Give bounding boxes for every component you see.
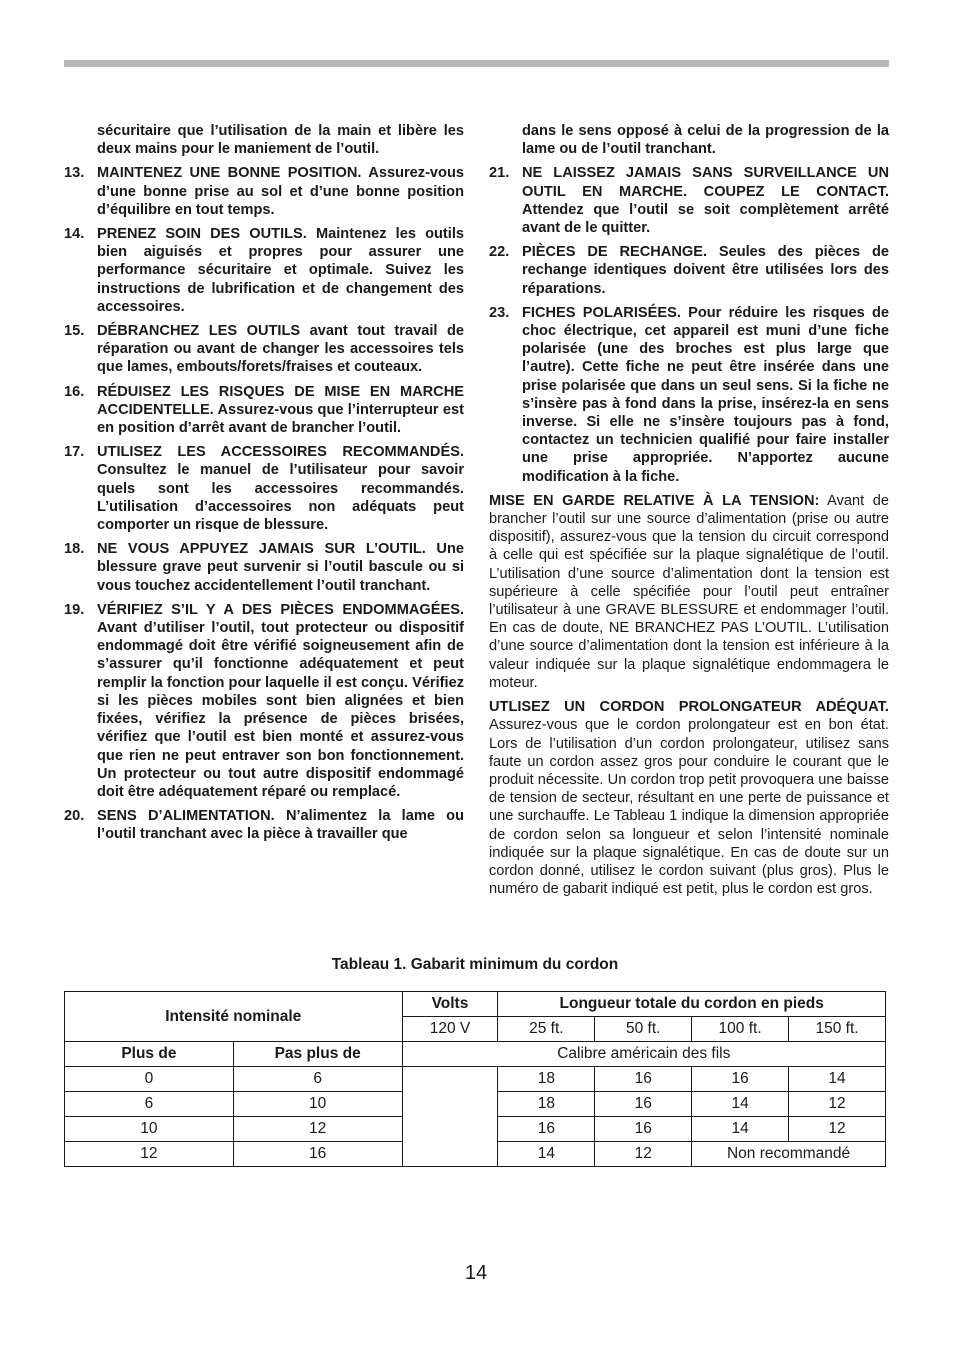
cell-gauge: 18	[498, 1067, 595, 1092]
cell-gauge: 16	[692, 1067, 789, 1092]
list-item	[489, 304, 889, 486]
item-text: MAINTENEZ UNE BONNE POSITION. Assurez-vous d’une bonne prise au sol et d’une bonne position d’équilibre en tout temps.	[97, 165, 464, 218]
table-row	[65, 1067, 886, 1092]
cell-to: 16	[233, 1142, 402, 1167]
cell-from: 12	[65, 1142, 234, 1167]
right-column	[489, 122, 889, 904]
cell-gauge: 14	[692, 1092, 789, 1117]
item-text: RÉDUISEZ LES RISQUES DE MISE EN MARCHE ACCIDENTELLE. Assurez-vous que l’interrupteur est en position d’arrêt avant de brancher l’outil.	[97, 383, 464, 437]
item-text: NE LAISSEZ JAMAIS SANS SURVEILLANCE UN OUTIL EN MARCHE. COUPEZ LE CONTACT. Attendez que l’outil se soit complètement arrêté avant de le quitter.	[522, 165, 889, 237]
length-100: 100 ft.	[692, 1017, 789, 1042]
cord-gauge-table	[64, 991, 886, 1167]
list-item	[64, 807, 464, 843]
cell-gauge: 16	[595, 1092, 692, 1117]
list-item	[64, 443, 464, 534]
cell-gauge: 14	[789, 1067, 886, 1092]
cell-gauge: 16	[595, 1067, 692, 1092]
item-text: FICHES POLARISÉES. Pour réduire les risques de choc électrique, cet appareil est muni d’une fiche polarisée (une des broches est plus large que l’autre). Cette fiche ne peut être insérée dans une prise polarisée que dans un seul sens. Si la fiche ne s’insère pas à fond dans la prise, insérez-la en sens inverse. Si elle ne s’insère toujours pas à fond, contactez un technicien qualifié pour faire installer une prise appropriée. N’apportez aucune modification à la fiche.	[522, 304, 889, 485]
list-item	[64, 225, 464, 316]
cell-gauge: 16	[498, 1117, 595, 1142]
list-item	[64, 164, 464, 219]
cell-gauge: 12	[789, 1117, 886, 1142]
item-number: 22.	[489, 244, 510, 261]
voltage-warning-heading: MISE EN GARDE RELATIVE À LA TENSION:	[489, 492, 820, 509]
cell-from: 0	[65, 1067, 234, 1092]
extension-cord-paragraph	[489, 698, 889, 898]
header-length: Longueur totale du cordon en pieds	[498, 992, 886, 1017]
cell-to: 12	[233, 1117, 402, 1142]
cell-gauge: 16	[595, 1117, 692, 1142]
cell-from: 6	[65, 1092, 234, 1117]
item-text: NE VOUS APPUYEZ JAMAIS SUR L’OUTIL. Une blessure grave peut survenir si l’outil bascule ou si vous touchez accidentellement l’outil tranchant.	[97, 541, 464, 594]
cell-to: 10	[233, 1092, 402, 1117]
length-150: 150 ft.	[789, 1017, 886, 1042]
list-item	[489, 164, 889, 237]
cell-to: 6	[233, 1067, 402, 1092]
item-number: 20.	[64, 808, 85, 825]
list-item	[64, 322, 464, 377]
item-text: SENS D’ALIMENTATION. N’alimentez la lame ou l’outil tranchant avec la pièce à travailler que	[97, 808, 464, 843]
cell-gauge: 12	[595, 1142, 692, 1167]
cell-gauge: 14	[498, 1142, 595, 1167]
item-number: 19.	[64, 601, 85, 618]
header-rating: Intensité nominale	[65, 992, 403, 1042]
cell-from: 10	[65, 1117, 234, 1142]
item-number: 16.	[64, 383, 85, 400]
voltage-warning-body: Avant de brancher l’outil sur une source d’alimentation (prise ou autre dispositif), assurez-vous que la tension du circuit correspond à celle qui est spécifiée sur la plaque signalétique de l’outil. L’utilisation d’une source d’alimentation dont la tension est supérieure à celle spécifiée pour l’outil peut entraîner l’utilisateur à une GRAVE BLESSURE et endommager l’outil. En cas de doute, NE BRANCHEZ PAS L’OUTIL. L’utilisation d’une source d’alimentation dont la tension est inférieure à la valeur indiquée sur la plaque signalétique endommagera le moteur.	[489, 492, 889, 691]
header-more-than: Plus de	[65, 1042, 234, 1067]
item-number: 15.	[64, 323, 85, 340]
voltage-warning-paragraph	[489, 492, 889, 692]
item-text: PIÈCES DE RECHANGE. Seules des pièces de rechange identiques doivent être utilisées lors des réparations.	[522, 244, 889, 297]
page-number: 14	[464, 1262, 488, 1284]
list-item	[64, 601, 464, 801]
item-number: 23.	[489, 304, 510, 321]
cell-gauge: 14	[692, 1117, 789, 1142]
item-text: DÉBRANCHEZ LES OUTILS avant tout travail de réparation ou avant de changer les accessoires tels que lames, embouts/forets/fraises et couteaux.	[97, 323, 464, 376]
header-not-more-than: Pas plus de	[233, 1042, 402, 1067]
empty-volts-cell	[402, 1067, 498, 1167]
table-header-row	[65, 992, 886, 1017]
list-item	[64, 540, 464, 595]
right-lead-continuation: dans le sens opposé à celui de la progression de la lame ou de l’outil tranchant.	[522, 123, 889, 158]
list-item	[64, 383, 464, 438]
table-title: Tableau 1. Gabarit minimum du cordon	[331, 956, 619, 973]
left-column	[64, 122, 464, 850]
item-text: UTILISEZ LES ACCESSOIRES RECOMMANDÉS. Consultez le manuel de l’utilisateur pour savoir quels sont les accessoires recommandés. L’utilisation d’accessoires non adéquats peut comporter un risque de blessure.	[97, 444, 464, 534]
item-text: PRENEZ SOIN DES OUTILS. Maintenez les outils bien aiguisés et propres pour assurer une performance sécuritaire et optimale. Suivez les instructions de lubrification et de changement des accessoires.	[97, 226, 464, 315]
cell-gauge: 12	[789, 1092, 886, 1117]
header-gauge: Calibre américain des fils	[402, 1042, 885, 1067]
extension-cord-body: Assurez-vous que le cordon prolongateur est en bon état. Lors de l’utilisation d’un cordon prolongateur, utilisez sans faute un cordon assez gros pour conduire le courant que le produit nécessite. Un cordon trop petit provoquera une baisse de tension de secteur, résultant en une perte de puissance et une surchauffe. Le Tableau 1 indique la dimension appropriée de cordon selon sa longueur et selon l’intensité nominale indiquée sur la plaque signalétique. En cas de doute sur un cordon donné, utilisez le cordon suivant (plus gros). Plus le numéro de gabarit indiqué est petit, plus le cordon est gros.	[489, 717, 889, 898]
item-number: 17.	[64, 444, 85, 461]
volts-value: 120 V	[402, 1017, 498, 1042]
item-number: 21.	[489, 165, 510, 182]
list-item	[489, 243, 889, 298]
item-number: 14.	[64, 226, 85, 243]
cell-not-recommended: Non recommandé	[692, 1142, 886, 1167]
item-text: VÉRIFIEZ S’IL Y A DES PIÈCES ENDOMMAGÉES. Avant d’utiliser l’outil, tout protecteur ou dispositif endommagé doit être vérifié soigneusement afin de s’assurer qu’il fonctionne adéquatement et peut remplir la fonction pour laquelle il est conçu. Vérifiez si les pièces mobiles sont bien alignées et bien fixées, vérifiez la présence de pièces brisées, vérifiez que l’outil est bien monté et assurez-vous que rien ne peut entraver son bon fonctionnement. Un protecteur ou tout autre dispositif endommagé doit être adéquatement réparé ou remplacé.	[97, 601, 464, 800]
item-number: 13.	[64, 165, 85, 182]
header-volts: Volts	[402, 992, 498, 1017]
table-header-row	[65, 1042, 886, 1067]
length-25: 25 ft.	[498, 1017, 595, 1042]
cell-gauge: 18	[498, 1092, 595, 1117]
extension-cord-heading: UTLISEZ UN CORDON PROLONGATEUR ADÉQUAT.	[489, 699, 889, 716]
item-number: 18.	[64, 541, 85, 558]
left-lead-continuation: sécuritaire que l’utilisation de la main et libère les deux mains pour le maniement de l’outil.	[97, 123, 464, 158]
top-rule	[64, 60, 889, 67]
length-50: 50 ft.	[595, 1017, 692, 1042]
